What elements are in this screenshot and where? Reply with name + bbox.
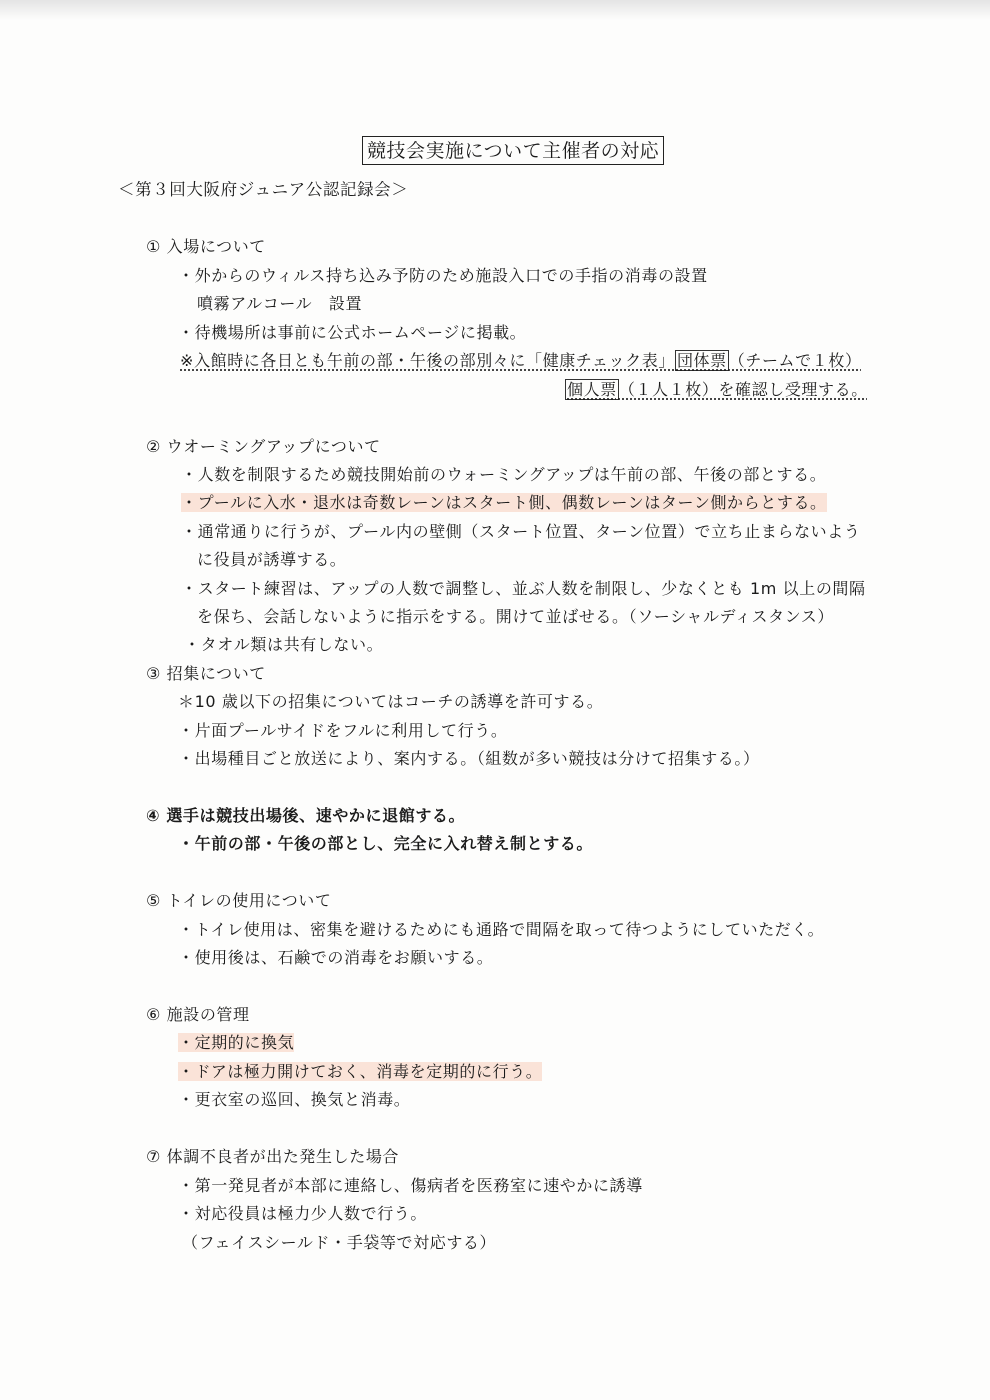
section-1-bullet-2: ・待機場所は事前に公式ホームページに掲載。	[178, 323, 527, 342]
section-1-bullet-1: ・外からのウィルス持ち込み予防のため施設入口での手指の消毒の設置	[178, 266, 708, 285]
section-3-bullet-3: ・出場種目ごと放送により、案内する。（組数が多い競技は分けて招集する。）	[178, 749, 760, 768]
scan-top-shadow	[0, 0, 990, 20]
section-6-bullet-1	[178, 1033, 294, 1053]
highlighted-text: ・プールに入水・退水は奇数レーンはスタート側、偶数レーンはターン側からとする。	[181, 493, 827, 512]
section-4-heading: ④ 選手は競技出場後、速やかに退館する。	[146, 806, 466, 825]
section-2-bullet-3: ・通常通りに行うが、プール内の壁側（スタート位置、ターン位置）で立ち止まらないよう	[181, 522, 861, 541]
section-2-heading: ② ウオーミングアップについて	[146, 437, 381, 456]
section-6-heading: ⑥ 施設の管理	[146, 1005, 250, 1024]
section-6-bullet-2	[178, 1062, 542, 1082]
section-7-bullet-2: ・対応役員は極力少人数で行う。	[178, 1204, 428, 1223]
individual-form-box: 個人票	[567, 380, 617, 399]
section-5-bullet-2: ・使用後は、石鹸での消毒をお願いする。	[178, 948, 494, 967]
highlighted-text: ・ドアは極力開けておく、消毒を定期的に行う。	[178, 1062, 543, 1081]
section-2-bullet-5: ・タオル類は共有しない。	[184, 635, 384, 654]
highlighted-text: ・定期的に換気	[178, 1033, 295, 1052]
section-7-heading: ⑦ 体調不良者が出た発生した場合	[146, 1147, 400, 1166]
note-text-c: （１人１枚）を確認し受理する。	[618, 380, 868, 399]
section-3-bullet-1: ＊10 歳以下の招集についてはコーチの誘導を許可する。	[178, 692, 604, 711]
document-subtitle: ＜第３回大阪府ジュニア公認記録会＞	[118, 180, 409, 199]
section-2-bullet-4-cont: を保ち、会話しないように指示をする。開けて並ばせる。（ソーシャルディスタンス）	[197, 607, 835, 626]
section-2-bullet-3-cont: に役員が誘導する。	[197, 550, 347, 569]
section-1-bullet-1-cont: 噴霧アルコール 設置	[197, 294, 363, 313]
note-text-b: （チームで１枚）	[728, 351, 862, 370]
section-2-bullet-4: ・スタート練習は、アップの人数で調整し、並ぶ人数を制限し、少なくとも 1m 以上の間隔	[181, 579, 866, 598]
section-1-note-line-2	[565, 380, 868, 400]
note-text-a: ※入館時に各日とも午前の部・午後の部別々に「健康チェック表」	[180, 351, 675, 370]
section-5-bullet-1: ・トイレ使用は、密集を避けるためにも通路で間隔を取って待つようにしていただく。	[178, 920, 825, 939]
section-1-note-line-1	[180, 351, 862, 371]
section-7-bullet-2-cont: （フェイスシールド・手袋等で対応する）	[182, 1233, 497, 1252]
section-3-heading: ③ 招集について	[146, 664, 266, 683]
section-2-bullet-2	[181, 493, 827, 513]
section-5-heading: ⑤ トイレの使用について	[146, 891, 332, 910]
section-1-heading: ① 入場について	[146, 237, 266, 256]
document-title: 競技会実施について主催者の対応	[362, 136, 664, 165]
section-2-bullet-1: ・人数を制限するため競技開始前のウォーミングアップは午前の部、午後の部とする。	[181, 465, 827, 484]
section-3-bullet-2: ・片面プールサイドをフルに利用して行う。	[178, 721, 508, 740]
group-form-box: 団体票	[676, 351, 727, 370]
section-6-bullet-3: ・更衣室の巡回、換気と消毒。	[178, 1090, 411, 1109]
section-4-bullet-1: ・午前の部・午後の部とし、完全に入れ替え制とする。	[178, 834, 594, 853]
section-7-bullet-1: ・第一発見者が本部に連絡し、傷病者を医務室に速やかに誘導	[178, 1176, 643, 1195]
